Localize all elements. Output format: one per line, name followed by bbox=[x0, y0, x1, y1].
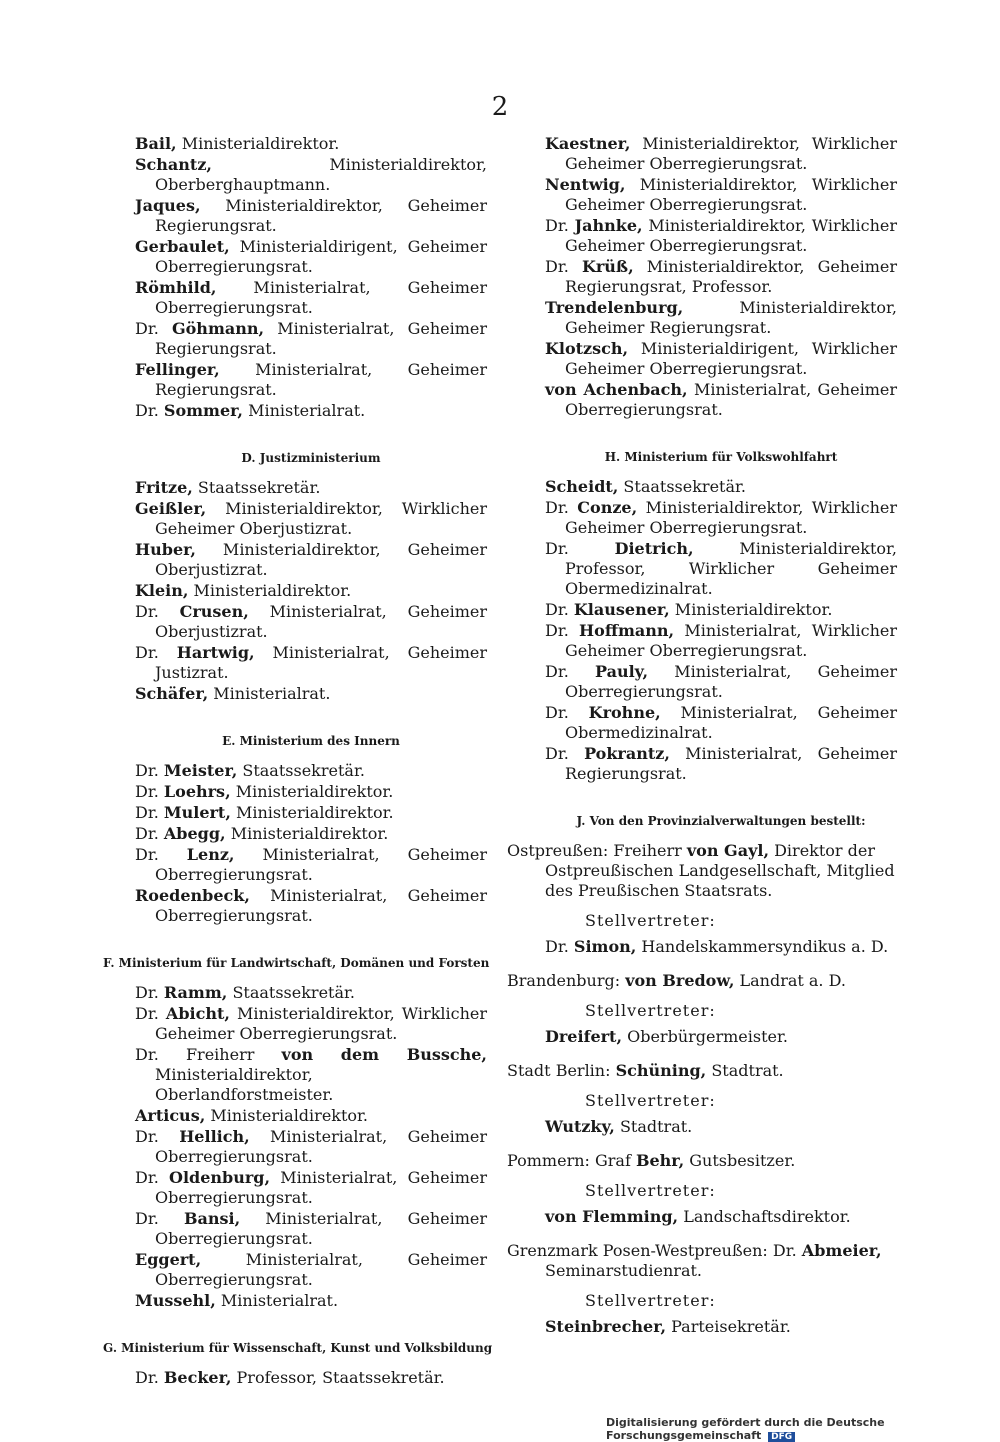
entry-prefix: Dr. bbox=[545, 662, 595, 681]
list-item bbox=[545, 216, 897, 256]
province-region: Grenzmark Posen-Westpreußen: Dr. bbox=[507, 1241, 802, 1260]
list-item bbox=[135, 1168, 487, 1208]
entry-name: Trendelenburg, bbox=[545, 298, 684, 317]
entry-title: Ministerialdirigent, Wirklicher Geheimer Oberregierungsrat. bbox=[565, 339, 897, 378]
section-heading-d: D. Justizministerium bbox=[241, 451, 381, 465]
list-item bbox=[545, 380, 897, 420]
entry-title: Staatssekretär. bbox=[192, 478, 321, 497]
province-list bbox=[507, 841, 897, 1337]
list-item bbox=[135, 1106, 487, 1126]
list-item bbox=[135, 155, 487, 195]
list-item bbox=[545, 298, 897, 338]
entry-prefix: Dr. bbox=[545, 539, 615, 558]
list-item bbox=[135, 319, 487, 359]
entry-prefix: Dr. bbox=[135, 1127, 180, 1146]
list-item bbox=[135, 1127, 487, 1167]
entry-name: Becker, bbox=[163, 1368, 232, 1387]
deputy-title: Landschaftsdirektor. bbox=[678, 1207, 851, 1226]
list-item bbox=[545, 134, 897, 174]
entry-list bbox=[135, 983, 487, 1311]
deputy-title: Stadtrat. bbox=[614, 1117, 693, 1136]
list-item bbox=[135, 581, 487, 601]
entry-name: Huber, bbox=[135, 540, 196, 559]
list-item bbox=[545, 703, 897, 743]
entry-name: von Achenbach, bbox=[545, 380, 688, 399]
entry-title: Ministerialdirektor. bbox=[230, 803, 394, 822]
deputy-name: von Flemming, bbox=[545, 1207, 679, 1226]
entry-title: Ministerialdirektor. bbox=[176, 134, 340, 153]
entry-name: Göhmann, bbox=[171, 319, 265, 338]
entry-title: Ministerialrat, Geheimer Oberregierungsrat. bbox=[155, 845, 487, 884]
deputy-label: Stellvertreter: bbox=[585, 1091, 716, 1110]
entry-name: Mulert, bbox=[163, 803, 231, 822]
deputy-entry bbox=[545, 1027, 897, 1047]
deputy-name: Steinbrecher, bbox=[545, 1317, 667, 1336]
list-item bbox=[135, 803, 487, 823]
entry-prefix: Dr. bbox=[135, 401, 164, 420]
entry-list bbox=[135, 1368, 487, 1388]
deputy-label: Stellvertreter: bbox=[585, 1181, 716, 1200]
entry-name: Crusen, bbox=[179, 602, 249, 621]
entry-name: Loehrs, bbox=[163, 782, 231, 801]
entry-title: Ministerialrat, Geheimer Regierungsrat. bbox=[155, 360, 487, 399]
entry-title: Staatssekretär. bbox=[618, 477, 746, 496]
list-item bbox=[545, 257, 897, 297]
left-column bbox=[103, 134, 493, 1389]
entry-title: Ministerialdirektor, Wirklicher Geheimer Oberjustizrat. bbox=[155, 499, 487, 538]
list-item bbox=[135, 824, 487, 844]
entry-name: Bail, bbox=[135, 134, 177, 153]
entry-prefix: Dr. bbox=[545, 257, 582, 276]
deputy-title: Handelskammersyndikus a. D. bbox=[636, 937, 889, 956]
list-item bbox=[135, 845, 487, 885]
deputy-entry bbox=[545, 1207, 897, 1227]
footer-text: Digitalisierung gefördert durch die Deutsche Forschungsgemeinschaft bbox=[606, 1416, 885, 1442]
section-heading-h: H. Ministerium für Volkswohlfahrt bbox=[604, 450, 838, 464]
entry-name: Bansi, bbox=[183, 1209, 241, 1228]
entry-title: Ministerialdirektor. bbox=[225, 824, 389, 843]
province-region: Brandenburg: bbox=[507, 971, 626, 990]
entry-name: Ramm, bbox=[163, 983, 228, 1002]
list-item bbox=[545, 339, 897, 379]
entry-title: Ministerialdirektor, Wirklicher Geheimer Oberregierungsrat. bbox=[565, 175, 897, 214]
list-item bbox=[135, 782, 487, 802]
page-number: 2 bbox=[491, 92, 509, 122]
province-delegate: Abmeier, bbox=[801, 1241, 882, 1260]
list-item bbox=[135, 983, 487, 1003]
deputy-name: Dreifert, bbox=[545, 1027, 623, 1046]
entry-title: Ministerialdirektor. bbox=[188, 581, 352, 600]
section-heading-j: J. Von den Provinzialverwaltungen bestellt: bbox=[576, 814, 866, 828]
entry-prefix: Dr. bbox=[135, 1004, 166, 1023]
entry-prefix: Dr. bbox=[135, 782, 164, 801]
deputy-label: Stellvertreter: bbox=[585, 1291, 716, 1310]
list-item bbox=[135, 602, 487, 642]
entry-prefix: Dr. bbox=[135, 824, 164, 843]
list-item bbox=[135, 1250, 487, 1290]
entry-name: Klotzsch, bbox=[545, 339, 629, 358]
entry-title: Ministerialrat, Geheimer Regierungsrat. bbox=[155, 319, 487, 358]
entry-name: Schantz, bbox=[135, 155, 212, 174]
entry-title: Staatssekretär. bbox=[237, 761, 365, 780]
entry-prefix: Dr. bbox=[545, 703, 589, 722]
province-delegate-title: Direktor der Ostpreußischen Landgesellschaft, Mitglied des Preußischen Staatsrats. bbox=[545, 841, 895, 900]
entry-title: Ministerialdirektor, Wirklicher Geheimer Oberregierungsrat. bbox=[155, 1004, 488, 1043]
entry-title: Ministerialrat, Geheimer Oberregierungsrat. bbox=[155, 1250, 487, 1289]
entry-title: Ministerialdirektor. bbox=[669, 600, 833, 619]
entry-name: Hartwig, bbox=[176, 643, 255, 662]
entry-name: Geißler, bbox=[135, 499, 207, 518]
list-item bbox=[135, 478, 487, 498]
entry-title: Ministerialdirektor, Wirklicher Geheimer Oberregierungsrat. bbox=[565, 216, 898, 255]
entry-prefix: Dr. bbox=[135, 983, 164, 1002]
list-item bbox=[135, 540, 487, 580]
entry-title: Staatssekretär. bbox=[227, 983, 355, 1002]
deputy-prefix: Dr. bbox=[545, 937, 574, 956]
list-item bbox=[545, 600, 897, 620]
entry-name: Lenz, bbox=[186, 845, 235, 864]
entry-name: Krohne, bbox=[588, 703, 661, 722]
entry-title: Ministerialdirektor, Geheimer Oberjustizrat. bbox=[155, 540, 487, 579]
entry-name: Kaestner, bbox=[545, 134, 631, 153]
section-heading-g: G. Ministerium für Wissenschaft, Kunst und Volksbildung bbox=[103, 1341, 493, 1355]
entry-name: Jaques, bbox=[135, 196, 201, 215]
list-item bbox=[135, 360, 487, 400]
province-delegate: Schüning, bbox=[615, 1061, 707, 1080]
list-item bbox=[545, 662, 897, 702]
entry-name: Scheidt, bbox=[545, 477, 619, 496]
list-item bbox=[135, 196, 487, 236]
section-heading-f: F. Ministerium für Landwirtschaft, Domänen und Forsten bbox=[103, 956, 490, 970]
entry-name: Klein, bbox=[135, 581, 189, 600]
list-item bbox=[135, 1045, 487, 1105]
entry-name: Dietrich, bbox=[614, 539, 694, 558]
entry-prefix: Dr. bbox=[135, 643, 177, 662]
deputy-label: Stellvertreter: bbox=[585, 911, 716, 930]
entry-prefix: Dr. bbox=[545, 621, 580, 640]
entry-name: Roedenbeck, bbox=[135, 886, 250, 905]
entry-title: Ministerialdirektor, Geheimer Regierungsrat. bbox=[565, 298, 897, 337]
list-item bbox=[135, 401, 487, 421]
entry-name: Eggert, bbox=[135, 1250, 202, 1269]
province-delegate: von Gayl, bbox=[686, 841, 770, 860]
entry-name: von dem Bussche, bbox=[281, 1045, 487, 1064]
entry-prefix: Dr. bbox=[135, 1368, 164, 1387]
province-entry bbox=[507, 1241, 897, 1281]
entry-list bbox=[135, 134, 487, 421]
entry-title: Ministerialrat, Geheimer Oberregierungsrat. bbox=[155, 1127, 488, 1166]
list-item bbox=[135, 684, 487, 704]
entry-name: Abegg, bbox=[163, 824, 226, 843]
entry-title: Ministerialdirektor, Wirklicher Geheimer Oberregierungsrat. bbox=[565, 134, 897, 173]
entry-name: Meister, bbox=[163, 761, 238, 780]
entry-title: Ministerialrat. bbox=[215, 1291, 339, 1310]
deputy-entry bbox=[545, 937, 897, 957]
entry-name: Hellich, bbox=[179, 1127, 250, 1146]
province-entry bbox=[507, 841, 897, 901]
deputy-entry bbox=[545, 1117, 897, 1137]
entry-prefix: Dr. bbox=[135, 319, 172, 338]
list-item bbox=[545, 744, 897, 784]
entry-prefix: Dr. bbox=[135, 1209, 184, 1228]
province-region: Pommern: Graf bbox=[507, 1151, 636, 1170]
entry-name: Jahnke, bbox=[574, 216, 643, 235]
entry-name: Conze, bbox=[577, 498, 638, 517]
section-heading-e: E. Ministerium des Innern bbox=[222, 734, 400, 748]
province-region: Stadt Berlin: bbox=[507, 1061, 616, 1080]
list-item bbox=[135, 1004, 487, 1044]
entry-title: Ministerialrat. bbox=[243, 401, 366, 420]
list-item bbox=[135, 278, 487, 318]
entry-title: Ministerialrat, Geheimer Oberregierungsrat. bbox=[155, 278, 487, 317]
deputy-title: Parteisekretär. bbox=[666, 1317, 791, 1336]
deputy-name: Simon, bbox=[573, 937, 637, 956]
deputy-label: Stellvertreter: bbox=[585, 1001, 716, 1020]
entry-title: Ministerialdirektor. bbox=[230, 782, 394, 801]
province-entry bbox=[507, 1061, 897, 1081]
list-item bbox=[135, 499, 487, 539]
entry-prefix: Dr. bbox=[545, 744, 585, 763]
entry-title: Ministerialdirigent, Geheimer Oberregierungsrat. bbox=[155, 237, 487, 276]
footer-credit bbox=[606, 1416, 1000, 1442]
entry-prefix: Dr. bbox=[545, 600, 574, 619]
entry-name: Oldenburg, bbox=[169, 1168, 271, 1187]
entry-name: Klausener, bbox=[573, 600, 670, 619]
list-item bbox=[135, 1209, 487, 1249]
entry-name: Mussehl, bbox=[135, 1291, 216, 1310]
entry-prefix: Dr. bbox=[545, 498, 578, 517]
deputy-name: Wutzky, bbox=[545, 1117, 615, 1136]
entry-list bbox=[135, 761, 487, 926]
entry-title: Ministerialrat, Geheimer Oberregierungsrat. bbox=[565, 380, 897, 419]
deputy-title: Oberbürgermeister. bbox=[622, 1027, 788, 1046]
list-item bbox=[135, 761, 487, 781]
entry-title: Ministerialdirektor, Wirklicher Geheimer Oberregierungsrat. bbox=[565, 498, 898, 537]
entry-name: Nentwig, bbox=[545, 175, 626, 194]
entry-title: Ministerialrat, Geheimer Oberregierungsrat. bbox=[155, 886, 487, 925]
province-delegate-title: Landrat a. D. bbox=[734, 971, 846, 990]
province-delegate-title: Stadtrat. bbox=[706, 1061, 784, 1080]
entry-name: Abicht, bbox=[165, 1004, 230, 1023]
entry-title: Ministerialdirektor, Professor, Wirklicher Geheimer Obermedizinalrat. bbox=[565, 539, 897, 598]
entry-title: Ministerialrat, Geheimer Regierungsrat. bbox=[565, 744, 897, 783]
province-delegate: von Bredow, bbox=[625, 971, 735, 990]
list-item bbox=[135, 643, 487, 683]
entry-name: Pauly, bbox=[595, 662, 649, 681]
entry-prefix: Dr. bbox=[135, 602, 180, 621]
entry-name: Fritze, bbox=[135, 478, 193, 497]
entry-prefix: Dr. bbox=[135, 761, 164, 780]
list-item bbox=[135, 237, 487, 277]
list-item bbox=[545, 175, 897, 215]
list-item bbox=[135, 1368, 487, 1388]
entry-list bbox=[545, 477, 897, 784]
entry-prefix: Dr. bbox=[135, 1168, 169, 1187]
entry-prefix: Dr. bbox=[135, 845, 187, 864]
province-region: Ostpreußen: Freiherr bbox=[507, 841, 687, 860]
entry-title: Ministerialdirektor, Geheimer Regierungsrat, Professor. bbox=[565, 257, 897, 296]
entry-title: Professor, Staatssekretär. bbox=[231, 1368, 445, 1387]
entry-title: Ministerialdirektor, Oberlandforstmeister. bbox=[155, 1065, 334, 1104]
list-item bbox=[135, 886, 487, 926]
dfg-logo: DFG bbox=[768, 1432, 795, 1442]
right-column bbox=[507, 134, 898, 1351]
entry-title: Ministerialdirektor. bbox=[205, 1106, 369, 1125]
province-delegate: Behr, bbox=[635, 1151, 685, 1170]
list-item bbox=[545, 477, 897, 497]
entry-list bbox=[135, 478, 487, 704]
entry-name: Sommer, bbox=[163, 401, 243, 420]
list-item bbox=[545, 539, 897, 599]
list-item bbox=[545, 498, 897, 538]
entry-title: Ministerialrat, Geheimer Obermedizinalrat. bbox=[565, 703, 898, 742]
entry-title: Ministerialrat, Geheimer Justizrat. bbox=[155, 643, 487, 682]
entry-title: Ministerialrat, Geheimer Oberregierungsrat. bbox=[155, 1209, 488, 1248]
entry-name: Hoffmann, bbox=[579, 621, 675, 640]
list-item bbox=[135, 1291, 487, 1311]
entry-prefix: Dr. bbox=[545, 216, 575, 235]
entry-name: Gerbaulet, bbox=[135, 237, 230, 256]
list-item bbox=[545, 621, 897, 661]
entry-name: Pokrantz, bbox=[584, 744, 670, 763]
province-delegate-title: Seminarstudienrat. bbox=[545, 1261, 702, 1280]
entry-prefix: Dr. Freiherr bbox=[135, 1045, 282, 1064]
entry-title: Ministerialrat, Wirklicher Geheimer Oberregierungsrat. bbox=[565, 621, 897, 660]
entry-name: Articus, bbox=[135, 1106, 206, 1125]
entry-name: Fellinger, bbox=[135, 360, 220, 379]
entry-list bbox=[545, 134, 897, 420]
province-delegate-title: Gutsbesitzer. bbox=[684, 1151, 796, 1170]
province-entry bbox=[507, 971, 897, 991]
entry-title: Ministerialrat, Geheimer Oberregierungsrat. bbox=[565, 662, 897, 701]
entry-name: Schäfer, bbox=[135, 684, 209, 703]
entry-title: Ministerialrat, Geheimer Oberjustizrat. bbox=[155, 602, 487, 641]
entry-name: Krüß, bbox=[581, 257, 634, 276]
entry-title: Ministerialdirektor, Oberberghauptmann. bbox=[155, 155, 487, 194]
entry-title: Ministerialrat. bbox=[208, 684, 331, 703]
entry-prefix: Dr. bbox=[135, 803, 164, 822]
entry-title: Ministerialdirektor, Geheimer Regierungsrat. bbox=[155, 196, 487, 235]
entry-name: Römhild, bbox=[135, 278, 217, 297]
province-entry bbox=[507, 1151, 897, 1171]
entry-title: Ministerialrat, Geheimer Oberregierungsrat. bbox=[155, 1168, 487, 1207]
deputy-entry bbox=[545, 1317, 897, 1337]
list-item bbox=[135, 134, 487, 154]
